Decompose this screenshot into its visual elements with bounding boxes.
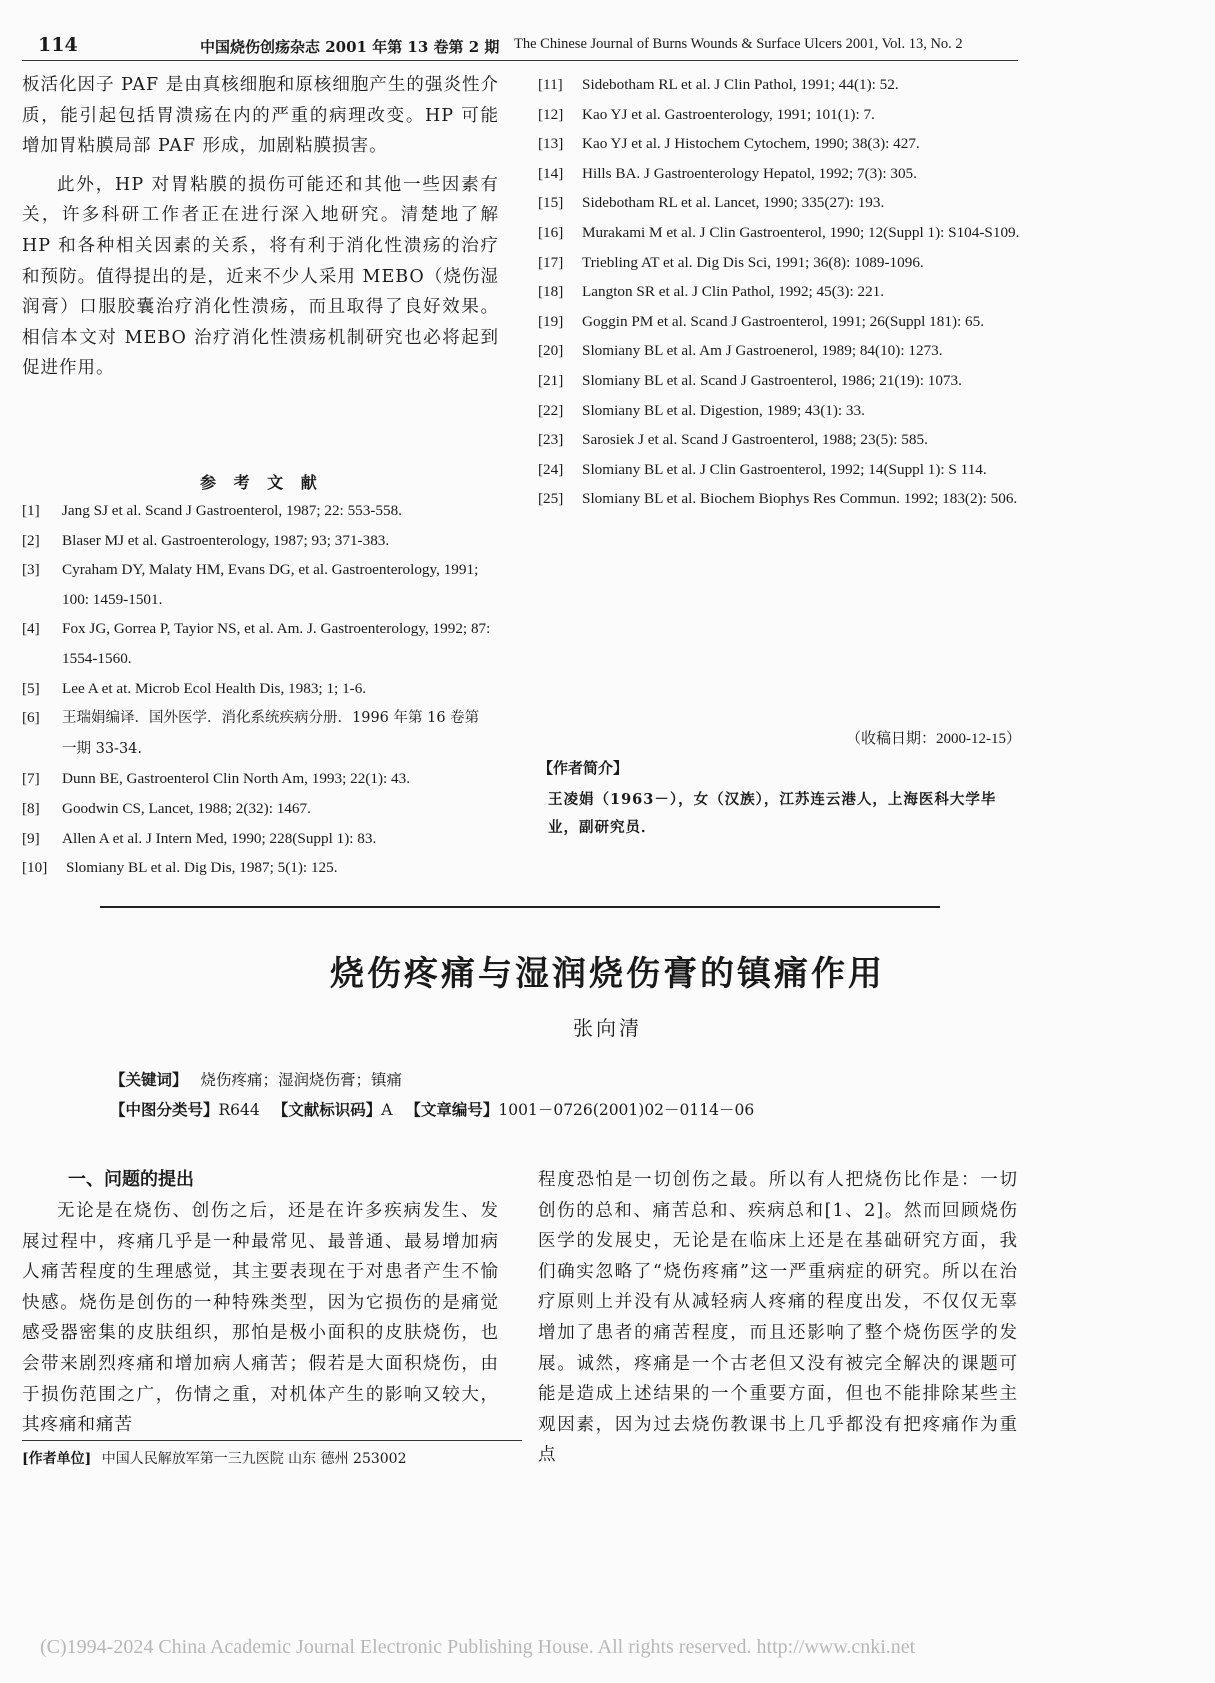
class-label: 【中图分类号】 <box>110 1100 219 1119</box>
body-paragraph: 程度恐怕是一切创伤之最。所以有人把烧伤比作是：一切创伤的总和、痛苦总和、疾病总和[1、2]。然而回顾烧伤医学的发展史，无论是在临床上还是在基础研究方面，我们确实忽略了“烧伤疼痛”这一严重病症的研究。所以在治疗原则上并没有从减轻病人疼痛的程度出发，不仅仅无辜增加了患者的痛苦程度，而且还影响了整个烧伤医学的发展。诚然，疼痛是一个古老但又没有被完全解决的课题可能是造成上述结果的一个重要方面，但也不能排除某些主观因素，因为过去烧伤教课书上几乎都没有把疼痛作为重点 <box>538 1170 1018 1466</box>
reference-item: [8] Goodwin CS, Lancet, 1988; 2(32): 1467. <box>22 799 311 817</box>
footnote-text: 中国人民解放军第一三九医院 山东 德州 253002 <box>101 1451 407 1467</box>
reference-item: [18] Langton SR et al. J Clin Pathol, 1992; 45(3): 221. <box>538 283 885 301</box>
reference-item: [1] Jang SJ et al. Scand J Gastroenterol, 1987; 22: 553-558. <box>22 502 402 519</box>
footnote-label: [作者单位] <box>22 1451 92 1467</box>
prev-paragraph-1: 板活化因子 PAF 是由真核细胞和原核细胞产生的强炎性介质，能引起包括胃溃疡在内的严重的病理改变。HP 可能增加胃粘膜局部 PAF 形成，加剧粘膜损害。 <box>22 75 499 157</box>
prev-article-body <box>22 70 499 384</box>
class-value: R644 <box>218 1101 260 1119</box>
article-title: 烧伤疼痛与湿润烧伤膏的镇痛作用 <box>330 954 885 994</box>
received-date: （收稿日期：2000-12-15） <box>846 731 1021 747</box>
reference-item: [7] Dunn BE, Gastroenterol Clin North Am, 1993; 22(1): 43. <box>22 770 411 788</box>
article-no-label: 【文章编号】 <box>405 1100 499 1119</box>
reference-item: [22] Slomiany BL et al. Digestion, 1989; 43(1): 33. <box>538 401 865 419</box>
journal-title-cn: 中国烧伤创疡杂志 2001 年第 13 卷第 2 期 <box>200 38 500 56</box>
keywords-line <box>110 1068 402 1090</box>
page-number: 114 <box>38 34 78 56</box>
doc-code-value: A <box>381 1101 393 1119</box>
references-title: 参 考 文 献 <box>200 473 323 492</box>
prev-paragraph-2: 此外，HP 对胃粘膜的损伤可能还和其他一些因素有关，许多科研工作者正在进行深入地研究。清楚地了解 HP 和各种相关因素的关系，将有利于消化性溃疡的治疗和预防。值得提出的是，近来不少人采用 MEBO（烧伤湿润膏）口服胶囊治疗消化性溃疡，而且取得了良好效果。相信本文对 MEBO 治疗消化性溃疡机制研究也必将起到促进作用。 <box>22 174 499 379</box>
keywords-label: 【关键词】 <box>110 1070 188 1089</box>
reference-item: [6] 王瑞娟编译．国外医学．消化系统疾病分册．1996 年第 16 卷第一期 33-34. <box>22 709 480 757</box>
reference-item: [19] Goggin PM et al. Scand J Gastroenterol, 1991; 26(Suppl 181): 65. <box>538 312 985 330</box>
reference-item: [13] Kao YJ et al. J Histochem Cytochem, 1990; 38(3): 427. <box>538 135 920 153</box>
section-heading: 一、问题的提出 <box>68 1169 194 1190</box>
doc-code-label: 【文献标识码】 <box>272 1100 382 1119</box>
keywords: 烧伤疼痛；湿润烧伤膏；镇痛 <box>200 1071 402 1089</box>
reference-item: [25] Slomiany BL et al. Biochem Biophys Res Commun. 1992; 183(2): 506. <box>538 490 1018 508</box>
footnote <box>22 1448 407 1468</box>
author-info: 王凌娟（1963－），女（汉族），江苏连云港人，上海医科大学毕业，副研究员． <box>548 791 997 836</box>
reference-item: [3] Cyraham DY, Malaty HM, Evans DG, et al. Gastroenterology, 1991; 100: 1459-1501. <box>22 561 479 608</box>
reference-item: [9] Allen A et al. J Intern Med, 1990; 228(Suppl 1): 83. <box>22 829 377 847</box>
journal-title-en: The Chinese Journal of Burns Wounds & Surface Ulcers 2001, Vol. 13, No. 2 <box>514 36 963 52</box>
classification-line <box>110 1098 754 1120</box>
copyright-watermark: (C)1994-2024 China Academic Journal Electronic Publishing House. All rights reserved. http://www.cnki.net <box>40 1636 916 1658</box>
reference-item: [10] Slomiany BL et al. Dig Dis, 1987; 5(1): 125. <box>22 859 338 877</box>
header-rule <box>22 60 1018 61</box>
reference-item: [2] Blaser MJ et al. Gastroenterology, 1987; 93; 371-383. <box>22 531 390 549</box>
reference-item: [11] Sidebotham RL et al. J Clin Pathol, 1991; 44(1): 52. <box>538 76 899 93</box>
reference-item: [20] Slomiany BL et al. Am J Gastroenerol, 1989; 84(10): 1273. <box>538 342 943 360</box>
body-paragraph: 无论是在烧伤、创伤之后，还是在许多疾病发生、发展过程中，疼痛几乎是一种最常见、最普通、最易增加病人痛苦程度的生理感觉，其主要表现在于对患者产生不愉快感。烧伤是创伤的一种特殊类型，因为它损伤的是痛觉感受器密集的皮肤组织，那怕是极小面积的皮肤烧伤，也会带来剧烈疼痛和增加病人痛苦；假若是大面积烧伤，由于损伤范围之广，伤情之重，对机体产生的影响又较大，其疼痛和痛苦 <box>22 1201 499 1436</box>
article-no-value: 1001－0726(2001)02－0114－06 <box>498 1101 755 1119</box>
references-left <box>22 496 492 883</box>
article-body-left <box>22 1196 499 1441</box>
author-info-label: 【作者简介】 <box>538 759 629 777</box>
article-author: 张向清 <box>573 1016 642 1040</box>
reference-item: [15] Sidebotham RL et al. Lancet, 1990; 335(27): 193. <box>538 194 885 212</box>
reference-item: [17] Triebling AT et al. Dig Dis Sci, 1991; 36(8): 1089-1096. <box>538 253 924 271</box>
footnote-rule <box>22 1440 522 1441</box>
reference-item: [23] Sarosiek J et al. Scand J Gastroenterol, 1988; 23(5): 585. <box>538 431 928 449</box>
reference-item: [14] Hills BA. J Gastroenterology Hepatol, 1992; 7(3): 305. <box>538 164 917 182</box>
references-right <box>538 70 1020 514</box>
reference-item: [4] Fox JG, Gorrea P, Tayior NS, et al. Am. J. Gastroenterology, 1992; 87: 1554-1560. <box>22 620 491 667</box>
article-divider <box>100 906 940 908</box>
article-body-right <box>538 1165 1018 1471</box>
reference-item: [21] Slomiany BL et al. Scand J Gastroenterol, 1986; 21(19): 1073. <box>538 371 962 389</box>
reference-item: [12] Kao YJ et al. Gastroenterology, 1991; 101(1): 7. <box>538 105 875 123</box>
reference-item: [16] Murakami M et al. J Clin Gastroenterol, 1990; 12(Suppl 1): S104-S109. <box>538 223 1020 241</box>
reference-item: [24] Slomiany BL et al. J Clin Gastroenterol, 1992; 14(Suppl 1): S 114. <box>538 460 987 478</box>
reference-item: [5] Lee A et at. Microb Ecol Health Dis, 1983; 1; 1-6. <box>22 679 367 697</box>
